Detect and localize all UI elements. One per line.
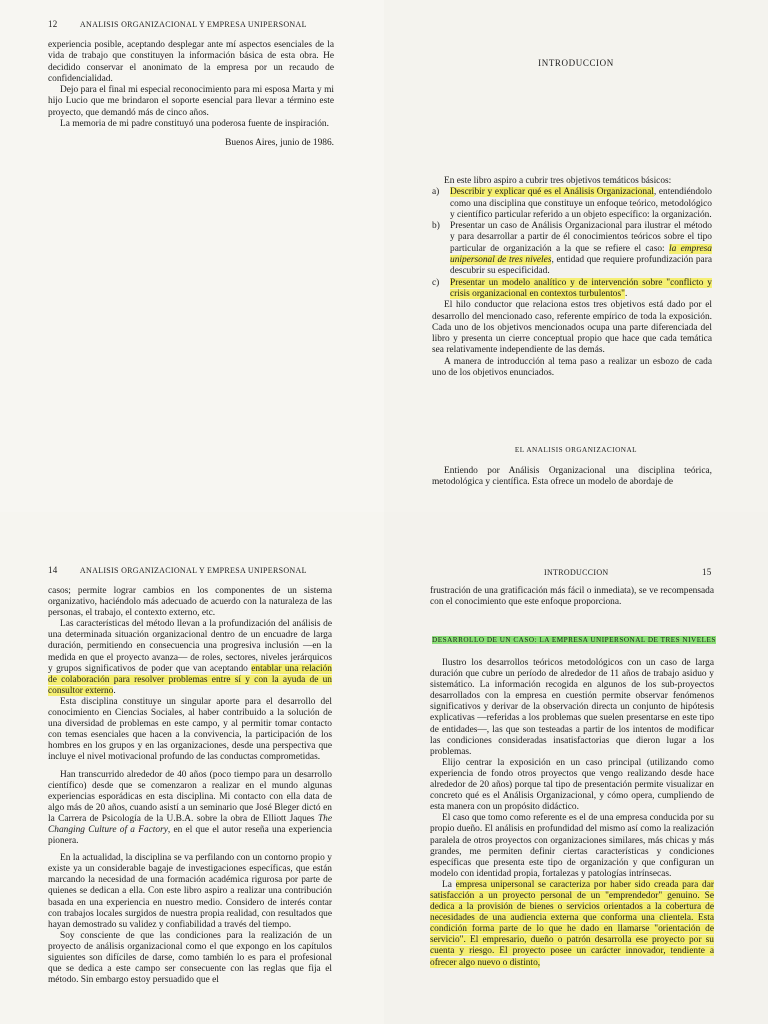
page-15-text <box>430 586 714 609</box>
paragraph: Esta disciplina constituye un singular aporte para el desarrollo del conocimiento en Ciencias Sociales, al haber contribuido a la solución de una diversidad de problemas en este campo, y al permitir tomar contacto con temas esenciales que hacen a la convivencia, la participación de los hombres en los grupos y en las organizaciones, desde una perspectiva que incluye el nivel motivacional profundo de las conductas comprometidas. <box>48 696 332 763</box>
highlighted-text: la empresa unipersonal de tres niveles <box>450 243 712 266</box>
page-12 <box>0 0 384 512</box>
page-12-text <box>48 40 334 150</box>
paragraph: Han transcurrido alrededor de 40 años (poco tiempo para un desarrollo científico) desde que se comenzaron a realizar en el mundo algunas experiencias esporádicas en esta disciplina. Mi contacto con ella data de algo más de 20 años, cuando asistí a un seminario que José Bleger dictó en la Carrera de Psicología de la U.B.A. sobre la obra de Elliott Jaques The Changing Culture of a Factory, en el que el autor reseña una experiencia pionera. <box>48 769 332 847</box>
highlighted-text: empresa unipersonal se caracteriza por haber sido creada para dar satisfacción a un proyecto personal de un "emprendedor" genuino. Se dedica a la provisión de bienes o servicios orientados a la cobertura de necesidades de una audiencia externa que conforma una clientela. Esta condición forma parte de lo que he dado en llamarse "orientación de servicio". El empresario, dueño o patrón desarrolla ese proyecto por su cuenta y riesgo. El proyecto posee un carácter innovador, tendiente a ofrecer algo nuevo o distinto, <box>430 879 714 968</box>
page-14-text <box>48 586 332 986</box>
highlighted-text: entablar una relación de colaboración para resolver problemas entre sí y con la ayuda de un consultor externo <box>48 663 332 696</box>
objective-item: c) Presentar un modelo analítico y de intervención sobre "conflicto y crisis organizacional en contextos turbulentos". <box>432 277 712 299</box>
paragraph: Soy consciente de que las condiciones para la realización de un proyecto de análisis organizacional como el que expongo en los capítulos siguientes son difíciles de darse, como también lo es para el profesional que se dedica a este campo ser consecuente con las reglas que fija el método. Sin embargo estoy persuadido que el <box>48 930 332 986</box>
page-number: 14 <box>48 565 58 575</box>
item-label: b) <box>432 221 440 232</box>
page-number: 15 <box>702 567 712 577</box>
section-text <box>430 658 714 969</box>
running-head <box>48 19 307 29</box>
paragraph: Elijo centrar la exposición en un caso principal (utilizando como experiencia de fondo otros proyectos que vengo realizando desde hace alrededor de 20 años) porque tal tipo de presentación permite visualizar en concreto qué es el Análisis Organizacional, y cómo opera, cumpliendo de esta manera con un propósito didáctico. <box>430 757 714 813</box>
objective-item: b) Presentar un caso de Análisis Organizacional para ilustrar el método y para desarrollar a partir de él conocimientos teóricos sobre el tipo particular de organización a la que se refiere el caso: la empresa unipersonal de tres niveles, entidad que requiere profundización para descubrir su especificidad. <box>432 221 712 277</box>
page-13-text <box>432 176 712 379</box>
page-14 <box>0 512 384 1024</box>
paragraph: La memoria de mi padre constituyó una poderosa fuente de inspiración. <box>60 119 329 130</box>
running-head <box>48 565 307 575</box>
paragraph: El hilo conductor que relaciona estos tres objetivos está dado por el desarrollo del mencionado caso, referente empírico de toda la exposición. Cada uno de los objetivos mencionados ocupa una parte diferenciada del libro y presenta un cierre conceptual propio que hace que cada temática sea relativamente independiente de las demás. <box>432 300 712 356</box>
highlighted-text: Describir y explicar qué es el Análisis Organizacional <box>450 187 654 198</box>
page-15 <box>384 512 768 1024</box>
highlighted-text: Presentar un modelo analítico y de intervención sobre "conflicto y crisis organizacional en contextos turbulentos" <box>450 277 712 299</box>
objectives-list <box>432 187 712 300</box>
page-13 <box>384 0 768 512</box>
objective-item: a) Describir y explicar qué es el Análisis Organizacional, entendiéndolo como una disciplina que constituye un enfoque teórico, metodológico y científico particular referido a un objeto específico: la organización. <box>432 187 712 220</box>
paragraph: Ilustro los desarrollos teóricos metodológicos con un caso de larga duración que cubre un período de alrededor de 11 años de trabajo asiduo y sistemático. La información recogida en algunos de los sub-proyectos desarrollados con la empresa en cuestión permite observar fenómenos significativos y derivar de la observación directa un conjunto de hipótesis explicativas —referidas a los problemas que suelen presentarse en este tipo de entidades—, las que son testeadas a partir de los intentos de modificar las condiciones consideradas insatisfactorias que dieron lugar a los problemas. <box>430 658 714 757</box>
paragraph: A manera de introducción al tema paso a realizar un esbozo de cada uno de los objetivos enunciados. <box>432 356 712 379</box>
item-label: c) <box>432 277 440 288</box>
running-head-title: INTRODUCCION <box>544 568 609 577</box>
paragraph: Dejo para el final mi especial reconocimiento para mi esposa Marta y mi hijo Lucio que me brindaron el soporte esencial para llevar a término este proyecto, que demandó más de cinco años. <box>48 85 334 118</box>
running-head-title: ANALISIS ORGANIZACIONAL Y EMPRESA UNIPERSONAL <box>79 20 307 29</box>
chapter-title: INTRODUCCION <box>538 58 614 68</box>
paragraph: La empresa unipersonal se caracteriza por haber sido creada para dar satisfacción a un proyecto personal de un "emprendedor" genuino. Se dedica a la provisión de bienes o servicios orientados a la cobertura de necesidades de una audiencia externa que conforma una clientela. Esta condición forma parte de lo que he dado en llamarse "orientación de servicio". El empresario, dueño o patrón desarrolla ese proyecto por su cuenta y riesgo. El proyecto posee un carácter innovador, tendiente a ofrecer algo nuevo o distinto, <box>430 879 714 968</box>
signature-line: Buenos Aires, junio de 1986. <box>225 138 334 149</box>
paragraph: frustración de una gratificación más fácil o inmediata), se ve recompensada con el conocimiento que este enfoque proporciona. <box>430 586 714 608</box>
running-head-title: ANALISIS ORGANIZACIONAL Y EMPRESA UNIPERSONAL <box>79 566 307 575</box>
section-text <box>432 466 712 489</box>
paragraph: En la actualidad, la disciplina se va perfilando con un contorno propio y existe ya un considerable bagaje de investigaciones específicas, que están marcando la necesidad de una formación académica rigurosa por parte de quienes se dedican a ella. Con este libro aspiro a realizar una contribución basada en una experiencia en nuestro medio. Considero de interés contar con trabajos locales surgidos de nuestra propia realidad, con resultados que hayan demostrado su validez y confiabilidad a través del tiempo. <box>48 853 332 930</box>
paragraph: Las características del método llevan a la profundización del análisis de una determinada situación organizacional dentro de un encuadre de larga duración, permitiendo en consecuencia una progresiva inclusión —en la medida en que el proyecto avanza— de roles, sectores, niveles jerárquicos y grupos significativos de poder que van aceptando entablar una relación de colaboración para resolver problemas entre sí y con la ayuda de un consultor externo. <box>48 619 332 696</box>
section-heading: DESARROLLO DE UN CASO: LA EMPRESA UNIPERSONAL DE TRES NIVELES <box>432 636 716 644</box>
paragraph: experiencia posible, aceptando desplegar ante mí aspectos esenciales de la vida de trabajo que constituyen la información básica de esta obra. He decidido conservar el anonimato de la empresa por un recaudo de confidencialidad. <box>48 40 334 84</box>
paragraph: casos; permite lograr cambios en los componentes de un sistema organizativo, haciéndolo más adecuado de acuerdo con la naturaleza de las personas, el trabajo, el contexto externo, etc. <box>48 586 332 619</box>
paragraph: Entiendo por Análisis Organizacional una disciplina teórica, metodológica y científica. Esta ofrece un modelo de abordaje de <box>432 466 712 488</box>
paragraph: El caso que tomo como referente es el de una empresa conducida por su propio dueño. El análisis en profundidad del mismo así como la realización paralela de otros proyectos con organizaciones similares, más chicas y más grandes, me permiten definir ciertas características y condiciones específicas que presenta este tipo de organización y que configuran un modelo con identidad propia, fortalezas y patologías intrínsecas. <box>430 813 714 879</box>
page-number: 12 <box>48 19 58 29</box>
intro-line: En este libro aspiro a cubrir tres objetivos temáticos básicos: <box>444 176 672 186</box>
item-label: a) <box>432 187 440 198</box>
section-heading: EL ANALISIS ORGANIZACIONAL <box>514 446 638 454</box>
book-title: The Changing Culture of a Factory <box>48 813 332 835</box>
